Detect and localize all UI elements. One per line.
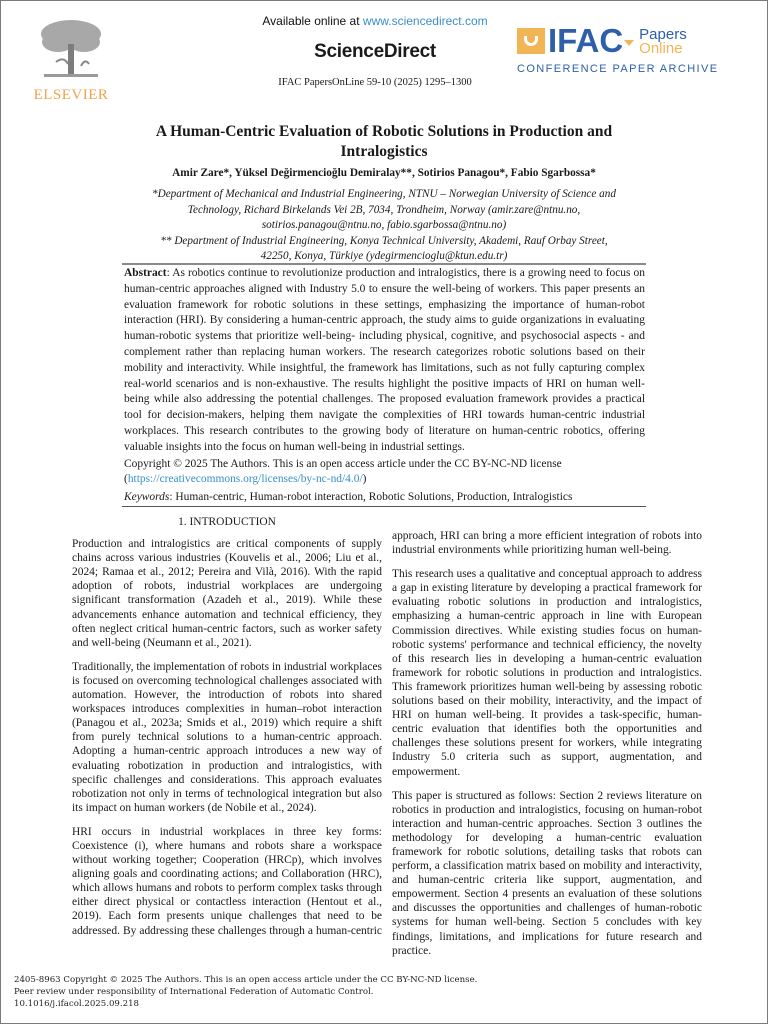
elsevier-logo <box>26 16 116 102</box>
affiliation-line: Technology, Richard Birkelands Vei 2B, 7034, Trondheim, Norway (amir.zare@ntnu.no, <box>187 203 581 216</box>
available-online-prefix: Available online at <box>262 14 363 28</box>
journal-header <box>180 14 570 88</box>
title-line-2: Intralogistics <box>340 143 428 160</box>
abstract-text: : As robotics continue to revolutionize production and intralogistics, there is a growing need to focus on human-centric approaches aligned with Industry 5.0 to ensure the well-being of workers. This paper presents an evaluation framework for robotic solutions in these settings, emphasizing the importance of human-robot interaction (HRI). By considering a human-centric approach, the study aims to guide organizations in evaluating human-robotic systems that prioritize well-being- including physical, cognitive, and psychosocial aspects - and complement rather than replacing human workers. The research categorizes robotic solutions based on their mobility and interactivity. While insightful, the framework has limitations, such as not fully capturing complex real-world scenarios and is non-exhaustive. The results highlight the positive impacts of HRI on human well-being while also addressing the potential challenges. The proposed evaluation framework provides a practical tool for decision-makers, helping them navigate the complexities of HRI towards human-centric industrial workplaces. This research contributes to the growing body of literature on human-centric robotics, offering valuable insights into the focus on human well-being in industrial settings. <box>124 267 645 453</box>
footer-copyright: 2405-8963 Copyright © 2025 The Authors. This is an open access article under the CC BY-NC-ND license. <box>14 975 478 985</box>
keywords-label: Keywords <box>124 491 170 503</box>
paragraph: This paper is structured as follows: Section 2 reviews literature on robotics in production and intralogistics, focusing on human-robot interaction and human-centric approaches. Section 3 outlines the methodology for developing a human-centric evaluation framework for robotic solutions, detailing tasks that robots can perform, a classification matrix based on mobility and interactivity, and human-centric criteria like support, augmentation, and empowerment. Section 4 presents an evaluation of these solutions and discusses the opportunities and challenges of human-robotic systems for human well-being. Section 5 concludes with key findings, limitations, and implications for future research and practice. <box>392 789 702 957</box>
keywords-text: : Human-centric, Human-robot interaction, Robotic Solutions, Production, Intralogistics <box>169 491 573 503</box>
keywords <box>124 491 645 503</box>
paragraph: HRI occurs in industrial workplaces in three key forms: Coexistence (i), where humans and robots share a workspace without working together; Cooperation (HRCp), which involves aligning goals and coordinating actions; and Collaboration (HRC), which allows humans and robots to perform complex tasks through either direct physical or contactless interaction (Hentout et al., 2019). Each form presents unique challenges that need to be addressed. By addressing these challenges through a human-centric <box>72 825 382 937</box>
left-column <box>72 515 382 948</box>
copyright-text: Copyright © 2025 The Authors. This is an open access article under the CC BY-NC-ND license <box>124 458 562 470</box>
abstract <box>124 266 645 456</box>
title-line-1: A Human-Centric Evaluation of Robotic Solutions in Production and <box>155 123 613 140</box>
sciencedirect-wordmark: ScienceDirect <box>314 41 436 62</box>
paragraph: Production and intralogistics are critical components of supply chains across various industries (Kouvelis et al., 2006; Liu et al., 2024; Ramaa et al., 2012; Pereira and Vilà, 2016). With the rapid adoption of robots, industrial workplaces are undergoing significant transformation (Azadeh et al., 2019). While these advancements enhance automation and technical efficiency, they often neglect critical human-centric factors, such as worker safety and well-being (Neumann et al., 2021). <box>72 538 382 649</box>
papers-word: Papers <box>639 26 687 43</box>
ifac-triangle-icon <box>624 40 634 46</box>
copyright-notice: Copyright © 2025 The Authors. This is an open access article under the CC BY-NC-ND license (https://creativecommons.org/licenses/by-nc-nd/4.0/) <box>124 457 645 487</box>
footer-peer-review: Peer review under responsibility of International Federation of Automatic Control. <box>14 987 374 997</box>
ifac-papersonline-logo <box>517 22 719 88</box>
affiliations <box>100 187 668 265</box>
license-link[interactable]: https://creativecommons.org/licenses/by-nc-nd/4.0/ <box>127 473 363 485</box>
abstract-top-rule <box>122 263 646 265</box>
online-word: Online <box>639 40 683 57</box>
footer-doi: 10.1016/j.ifacol.2025.09.218 <box>14 999 140 1009</box>
abstract-label: Abstract <box>124 267 167 279</box>
right-column <box>392 529 702 968</box>
paragraph: approach, HRI can bring a more efficient integration of robots into industrial environments while prioritizing human well-being. <box>392 530 702 557</box>
elsevier-wordmark: ELSEVIER <box>33 87 109 103</box>
journal-reference: IFAC PapersOnLine 59-10 (2025) 1295–1300 <box>278 77 472 88</box>
affiliation-line: sotirios.panagou@ntnu.no, fabio.sgarbossa@ntnu.no) <box>261 219 507 232</box>
abstract-bottom-rule <box>122 506 646 507</box>
papers-online-wordmark <box>639 28 687 56</box>
affiliation-line: ** Department of Industrial Engineering, Konya Technical University, Akademi, Rauf Orbay Street, <box>160 234 608 247</box>
paper-title <box>100 122 668 162</box>
affiliation-line: *Department of Mechanical and Industrial Engineering, NTNU – Norwegian University of Science and <box>152 188 616 200</box>
author-list: Amir Zare*, Yüksel Değirmencioğlu Demiralay**, Sotirios Panagou*, Fabio Sgarbossa* <box>172 167 596 179</box>
ifac-subtitle: CONFERENCE PAPER ARCHIVE <box>517 63 719 75</box>
affiliation-line: 42250, Konya, Türkiye (ydegirmencioglu@ktun.edu.tr) <box>260 250 508 263</box>
page-footer <box>14 974 574 1010</box>
elsevier-tree-icon <box>36 16 106 80</box>
sciencedirect-link[interactable]: www.sciencedirect.com <box>362 14 488 28</box>
available-online-line <box>180 14 570 28</box>
ifac-wordmark: IFAC <box>548 22 624 59</box>
section-heading: 1. INTRODUCTION <box>178 516 276 528</box>
paragraph: Traditionally, the implementation of robots in industrial workplaces is focused on overcoming technological challenges associated with automation. However, the introduction of robots into shared workspaces introduces complexities in human–robot interaction (Panagou et al., 2023a; Smids et al., 2019) which require a shift from purely technical solutions to a human-centric approach. Adopting a human-centric approach introduces a new way of evaluating robotization in production and intralogistics, with specific challenges and considerations. This approach evaluates robotization not only in terms of technological integration but also its impact on human workers (de Nobile et al., 2024). <box>72 660 382 814</box>
paragraph: This research uses a qualitative and conceptual approach to address a gap in existing literature by developing a practical framework for evaluating robotic solutions in production and intralogistics, emphasizing a human-centric approach in line with European Commission directives. While existing studies focus on human-robotic systems' performance and technical efficiency, the novelty of this research lies in developing a human-centric evaluation framework for robotic solutions in production and intralogistics. This framework prioritizes human well-being by assessing robotic solutions based on their mobility, interactivity, and the impact of HRI on human well-being. It provides a task-specific, human-centric evaluation that identifies both the opportunities and challenges these solutions present for workers, while integrating Industry 5.0 criteria such as support, augmentation, and empowerment. <box>392 568 702 778</box>
ifac-emblem-icon <box>517 28 545 54</box>
